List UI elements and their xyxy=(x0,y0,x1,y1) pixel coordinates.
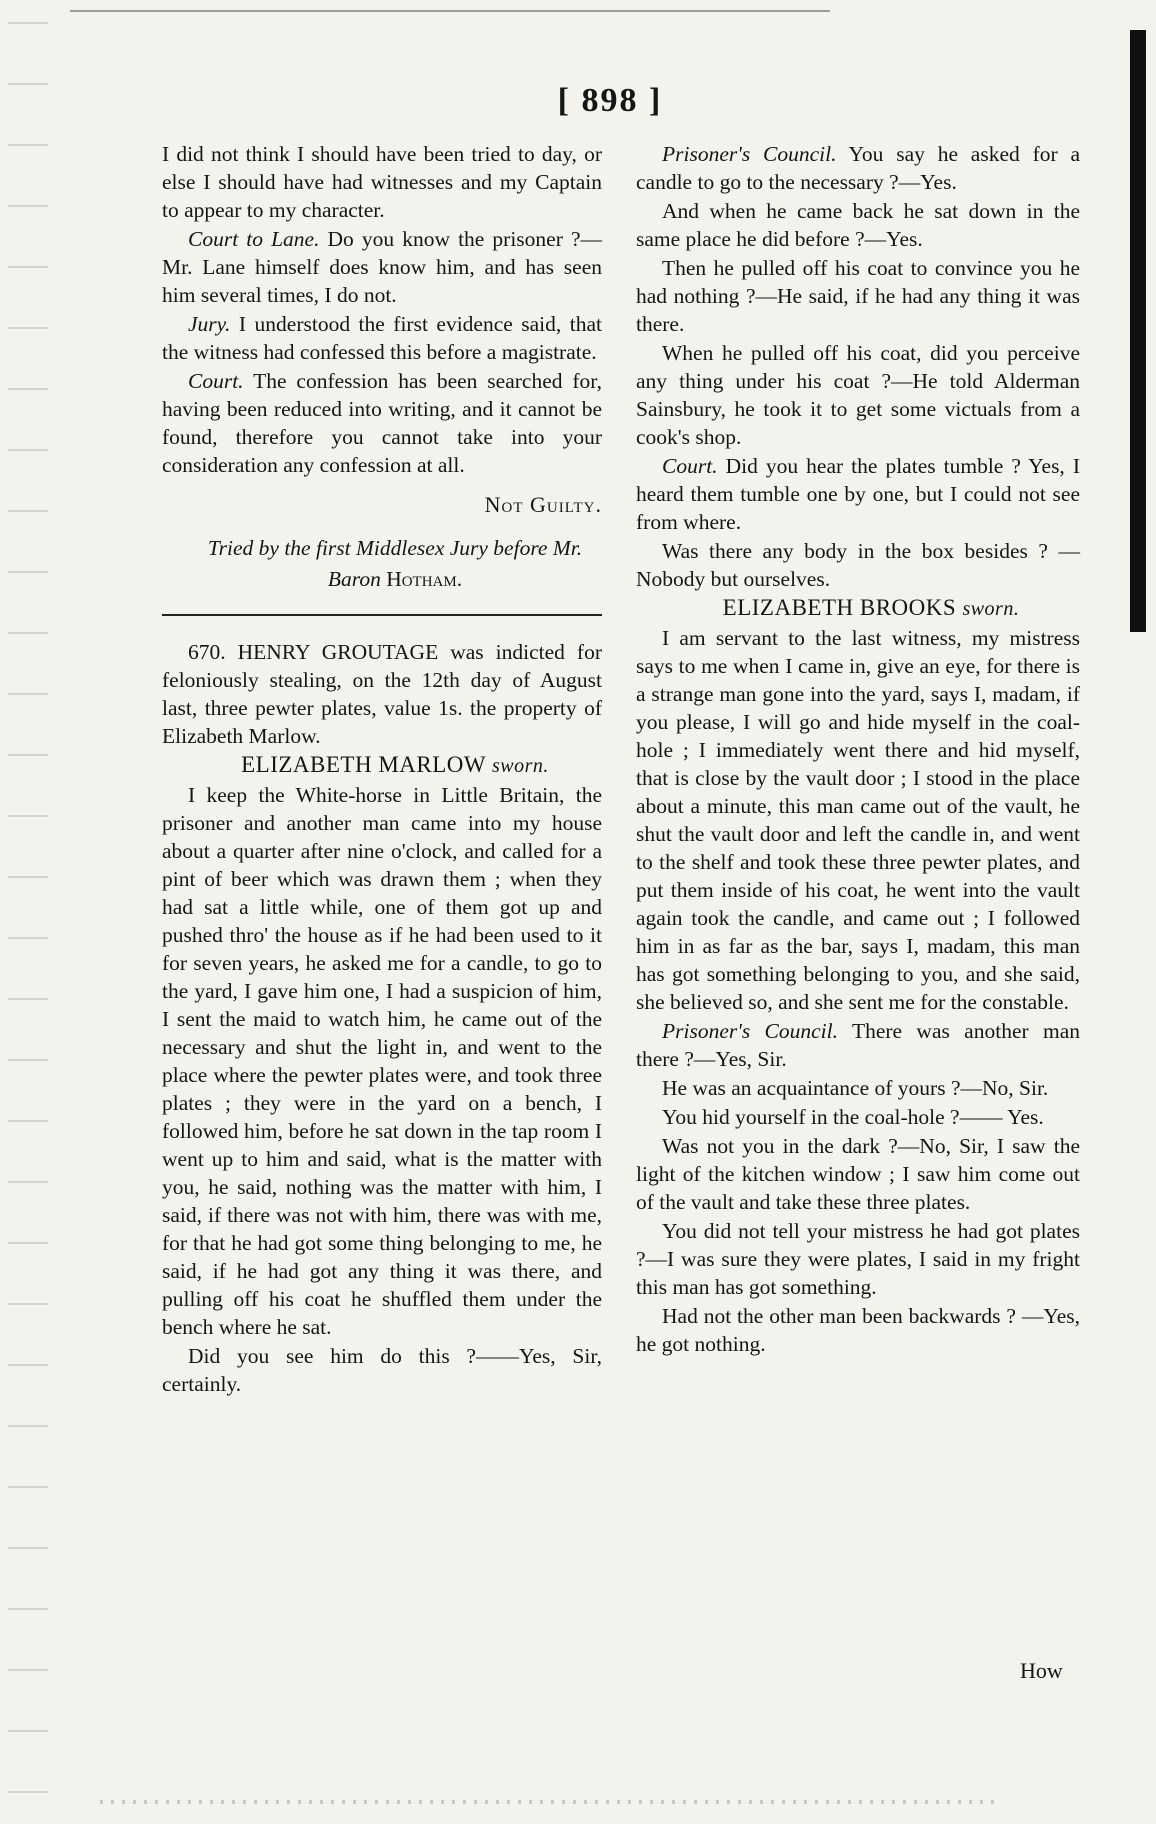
paragraph: Was there any body in the box besides ? —Nobody but ourselves. xyxy=(636,539,1080,591)
paragraph: He was an acquaintance of yours ?—No, Sir. xyxy=(662,1076,1049,1100)
testimony-paragraph: I keep the White-horse in Little Britain, the prisoner and another man came into my house about a quarter after nine o'clock, and called for a pint of beer which was drawn them ; when they had sat a little while, one of them got up and pushed thro' the house as if he had been used to it for seven years, he asked me for a candle, to go to the yard, I gave him one, I had a suspicion of him, I sent the maid to watch him, he came out of the necessary and shut the light in, and went to the place where the pewter plates were, and took three plates ; they were in the yard on a bench, I followed him, before he sat down in the tap room I went up to him and said, what is the matter with you, he said, nothing was the matter with him, I said, if there was not with him, there was with me, for that he had got some thing belonging to me, he said, if he had got any thing it was there, and pulling off his coat he shuffled them under the bench where he sat. xyxy=(162,783,602,1339)
scan-edge-bar xyxy=(1130,30,1146,632)
testimony-paragraph: I am servant to the last witness, my mistress says to me when I came in, give an eye, for there is a strange man gone into the yard, says I, madam, if you please, I will go and hide myself in the coal-hole ; I immediately went there and hid myself, that is close by the vault door ; I stood in the place about a minute, this man came out of the vault, he shut the vault door and left the candle in, and went to the shelf and took these three pewter plates, and put them inside of his coat, he went into the vault again took the candle, and came out ; I followed him in as far as the bar, says I, madam, this man has got something belonging to you, and she said, she believed so, and she sent me for the constable. xyxy=(636,626,1080,1014)
paragraph: Was not you in the dark ?—No, Sir, I saw the light of the kitchen window ; I saw him come out of the vault and take these three plates. xyxy=(636,1134,1080,1214)
paragraph xyxy=(636,140,1080,196)
witness-name: ELIZABETH MARLOW xyxy=(241,752,492,777)
top-rule xyxy=(70,10,830,12)
right-column xyxy=(636,140,1080,1359)
speaker-label: Court. xyxy=(662,454,718,478)
paragraph: Had not the other man been backwards ? —Yes, he got nothing. xyxy=(636,1304,1080,1356)
paragraph: Did you see him do this ?——Yes, Sir, certainly. xyxy=(162,1344,602,1396)
case-intro: 670. HENRY GROUTAGE was indicted for feloniously stealing, on the 12th day of August last, three pewter plates, value 1s. the property of Elizabeth Marlow. xyxy=(162,640,602,748)
speaker-label: Prisoner's Council. xyxy=(662,1019,839,1043)
section-separator xyxy=(162,614,602,616)
page-number: [ 898 ] xyxy=(557,82,663,119)
paragraph xyxy=(636,452,1080,536)
paragraph: You did not tell your mistress he had got plates ?—I was sure they were plates, I said in my fright this man has got something. xyxy=(636,1219,1080,1299)
catchword: How xyxy=(1020,1658,1063,1683)
speaker-label: Jury. xyxy=(188,312,231,336)
paragraph: I did not think I should have been tried to day, or else I should have had witnesses and my Captain to appear to my character. xyxy=(162,142,602,222)
witness-heading xyxy=(636,594,1080,623)
paragraph-text: Did you hear the plates tumble ? Yes, I heard them tumble one by one, but I could not see from where. xyxy=(636,454,1080,534)
tried-by-line xyxy=(162,564,602,594)
tried-title: Baron xyxy=(327,567,387,591)
scan-speckle-left xyxy=(8,0,48,1824)
paragraph: And when he came back he sat down in the same place he did before ?—Yes. xyxy=(636,199,1080,251)
paragraph xyxy=(162,310,602,366)
paragraph: When he pulled off his coat, did you perceive any thing under his coat ?—He told Alderman Sainsbury, he took it to get some victuals from a cook's shop. xyxy=(636,341,1080,449)
paragraph-text: Do you know the prisoner ?—Mr. Lane himself does know him, and has seen him several times, I do not. xyxy=(162,227,602,307)
speaker-label: Court. xyxy=(188,369,244,393)
left-column xyxy=(162,140,602,1399)
paragraph-text: The confession has been searched for, having been reduced into writing, and it cannot be found, therefore you cannot take into your consideration any confession at all. xyxy=(162,369,602,477)
scan-speckle-bottom xyxy=(100,1800,1000,1804)
paragraph xyxy=(636,1017,1080,1073)
sworn-label: sworn. xyxy=(491,755,549,777)
speaker-label: Court to Lane. xyxy=(188,227,320,251)
paragraph: You hid yourself in the coal-hole ?—— Yes. xyxy=(662,1105,1044,1129)
speaker-label: Prisoner's Council. xyxy=(662,142,837,166)
tried-by-line: Tried by the first Middlesex Jury before Mr. xyxy=(207,536,583,560)
paragraph: Then he pulled off his coat to convince you he had nothing ?—He said, if he had any thing it was there. xyxy=(636,256,1080,336)
paragraph-text: There was another man there ?—Yes, Sir. xyxy=(636,1019,1081,1071)
witness-heading xyxy=(162,751,602,780)
paragraph xyxy=(162,367,602,479)
judge-name: Hotham. xyxy=(386,567,463,591)
paragraph-text: I understood the first evidence said, that the witness had confessed this before a magistrate. xyxy=(162,312,602,364)
sworn-label: sworn. xyxy=(962,598,1020,620)
paragraph xyxy=(162,225,602,309)
witness-name: ELIZABETH BROOKS xyxy=(722,595,963,620)
verdict: Not Guilty. xyxy=(484,492,602,517)
paragraph-text: You say he asked for a candle to go to the necessary ?—Yes. xyxy=(636,142,1081,194)
